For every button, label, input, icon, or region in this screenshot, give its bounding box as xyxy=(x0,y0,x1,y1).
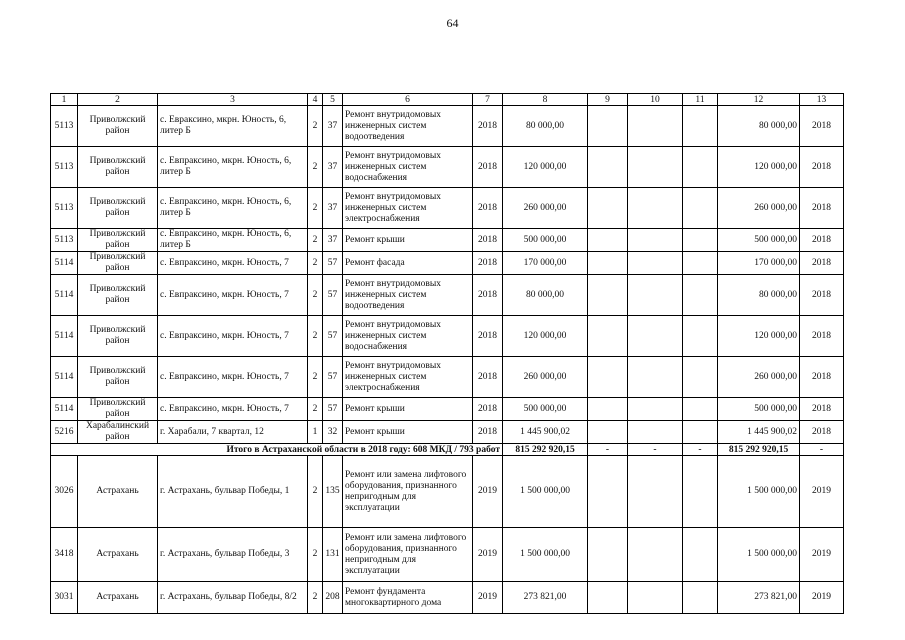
col11-value xyxy=(683,421,718,444)
table-row xyxy=(51,275,844,316)
object-id: 3026 xyxy=(51,456,78,528)
col9-value xyxy=(588,398,628,421)
end-year: 2018 xyxy=(800,252,844,275)
column-number-row xyxy=(51,94,844,106)
work-type: Ремонт или замена лифтового оборудования, признанного непригодным для эксплуатации xyxy=(343,528,473,582)
work-type: Ремонт крыши xyxy=(343,398,473,421)
cost: 260 000,00 xyxy=(503,188,588,229)
col-header-5: 5 xyxy=(323,94,343,106)
end-year: 2018 xyxy=(800,398,844,421)
col11-value xyxy=(683,275,718,316)
col10-value xyxy=(628,275,683,316)
work-type: Ремонт фундамента многоквартирного дома xyxy=(343,582,473,614)
table-row xyxy=(51,421,844,444)
year: 2019 xyxy=(473,582,503,614)
total-cost: 120 000,00 xyxy=(718,316,800,357)
col-header-11: 11 xyxy=(683,94,718,106)
col11-value xyxy=(683,456,718,528)
total-col9: - xyxy=(588,444,628,456)
col9-value xyxy=(588,106,628,147)
work-type: Ремонт внутридомовых инженерных систем электроснабжения xyxy=(343,357,473,398)
year: 2019 xyxy=(473,528,503,582)
col5-value: 57 xyxy=(323,398,343,421)
col10-value xyxy=(628,188,683,229)
col11-value xyxy=(683,229,718,252)
col5-value: 37 xyxy=(323,106,343,147)
year: 2018 xyxy=(473,252,503,275)
col10-value xyxy=(628,456,683,528)
col-header-6: 6 xyxy=(343,94,473,106)
year: 2018 xyxy=(473,147,503,188)
col4-value: 2 xyxy=(308,357,323,398)
end-year: 2018 xyxy=(800,275,844,316)
table-row xyxy=(51,398,844,421)
address: г. Астрахань, бульвар Победы, 1 xyxy=(158,456,308,528)
table-row xyxy=(51,456,844,528)
col5-value: 208 xyxy=(323,582,343,614)
cost: 500 000,00 xyxy=(503,229,588,252)
district: Приволжский район xyxy=(78,252,158,275)
district: Приволжский район xyxy=(78,357,158,398)
col4-value: 2 xyxy=(308,147,323,188)
total-cost: 260 000,00 xyxy=(718,357,800,398)
year: 2018 xyxy=(473,421,503,444)
total-cost: 80 000,00 xyxy=(718,106,800,147)
end-year: 2019 xyxy=(800,582,844,614)
end-year: 2019 xyxy=(800,456,844,528)
year: 2018 xyxy=(473,316,503,357)
cost: 120 000,00 xyxy=(503,316,588,357)
col11-value xyxy=(683,147,718,188)
col4-value: 2 xyxy=(308,456,323,528)
total-col10: - xyxy=(628,444,683,456)
object-id: 5113 xyxy=(51,147,78,188)
address: г. Харабали, 7 квартал, 12 xyxy=(158,421,308,444)
col10-value xyxy=(628,528,683,582)
col-header-8: 8 xyxy=(503,94,588,106)
col9-value xyxy=(588,229,628,252)
table-row xyxy=(51,582,844,614)
col9-value xyxy=(588,316,628,357)
end-year: 2018 xyxy=(800,357,844,398)
col11-value xyxy=(683,398,718,421)
address: с. Евпраксино, мкрн. Юность, 6, литер Б xyxy=(158,229,308,252)
col9-value xyxy=(588,456,628,528)
col5-value: 37 xyxy=(323,147,343,188)
address: с. Евпраксино, мкрн. Юность, 6, литер Б xyxy=(158,147,308,188)
col5-value: 37 xyxy=(323,188,343,229)
object-id: 5113 xyxy=(51,188,78,229)
col-header-2: 2 xyxy=(78,94,158,106)
col9-value xyxy=(588,582,628,614)
end-year: 2018 xyxy=(800,106,844,147)
col10-value xyxy=(628,147,683,188)
total-cost: 1 500 000,00 xyxy=(718,456,800,528)
address: г. Астрахань, бульвар Победы, 8/2 xyxy=(158,582,308,614)
cost: 260 000,00 xyxy=(503,357,588,398)
table-row xyxy=(51,229,844,252)
page-number: 64 xyxy=(446,16,459,30)
col-header-12: 12 xyxy=(718,94,800,106)
col11-value xyxy=(683,106,718,147)
total-cost: 500 000,00 xyxy=(718,229,800,252)
col5-value: 57 xyxy=(323,252,343,275)
year: 2018 xyxy=(473,229,503,252)
work-type: Ремонт крыши xyxy=(343,229,473,252)
year: 2018 xyxy=(473,398,503,421)
table-row xyxy=(51,188,844,229)
cost: 1 500 000,00 xyxy=(503,456,588,528)
object-id: 5113 xyxy=(51,106,78,147)
cost: 80 000,00 xyxy=(503,106,588,147)
address: с. Евпраксино, мкрн. Юность, 7 xyxy=(158,357,308,398)
col-header-7: 7 xyxy=(473,94,503,106)
address: с. Евраксино, мкрн. Юность, 6, литер Б xyxy=(158,106,308,147)
address: с. Евпраксино, мкрн. Юность, 7 xyxy=(158,275,308,316)
district: Приволжский район xyxy=(78,147,158,188)
end-year: 2019 xyxy=(800,528,844,582)
col5-value: 32 xyxy=(323,421,343,444)
total-cost: 1 500 000,00 xyxy=(718,528,800,582)
col4-value: 2 xyxy=(308,398,323,421)
col11-value xyxy=(683,316,718,357)
table-row xyxy=(51,252,844,275)
district: Приволжский район xyxy=(78,275,158,316)
col4-value: 2 xyxy=(308,229,323,252)
col11-value xyxy=(683,528,718,582)
work-type: Ремонт внутридомовых инженерных систем водоснабжения xyxy=(343,316,473,357)
total-label: Итого в Астраханской области в 2018 году: 608 МКД / 793 работ xyxy=(51,444,503,456)
cost: 170 000,00 xyxy=(503,252,588,275)
total-cost: 120 000,00 xyxy=(718,147,800,188)
table-row xyxy=(51,147,844,188)
col10-value xyxy=(628,357,683,398)
col4-value: 2 xyxy=(308,252,323,275)
object-id: 3031 xyxy=(51,582,78,614)
total-end: - xyxy=(800,444,844,456)
col11-value xyxy=(683,582,718,614)
col4-value: 2 xyxy=(308,275,323,316)
capital-repair-table xyxy=(50,93,844,614)
table-row xyxy=(51,528,844,582)
district: Приволжский район xyxy=(78,316,158,357)
work-type: Ремонт внутридомовых инженерных систем водоотведения xyxy=(343,106,473,147)
col5-value: 57 xyxy=(323,357,343,398)
cost: 1 445 900,02 xyxy=(503,421,588,444)
district: Астрахань xyxy=(78,582,158,614)
work-type: Ремонт внутридомовых инженерных систем водоотведения xyxy=(343,275,473,316)
object-id: 5114 xyxy=(51,275,78,316)
end-year: 2018 xyxy=(800,147,844,188)
work-type: Ремонт крыши xyxy=(343,421,473,444)
total-col11: - xyxy=(683,444,718,456)
address: с. Евпраксино, мкрн. Юность, 7 xyxy=(158,316,308,357)
col-header-4: 4 xyxy=(308,94,323,106)
address: с. Евпраксино, мкрн. Юность, 7 xyxy=(158,398,308,421)
col5-value: 57 xyxy=(323,316,343,357)
work-type: Ремонт внутридомовых инженерных систем водоснабжения xyxy=(343,147,473,188)
year: 2018 xyxy=(473,357,503,398)
district: Приволжский район xyxy=(78,106,158,147)
cost: 273 821,00 xyxy=(503,582,588,614)
col10-value xyxy=(628,316,683,357)
district: Харабалинский район xyxy=(78,421,158,444)
object-id: 3418 xyxy=(51,528,78,582)
cost: 120 000,00 xyxy=(503,147,588,188)
work-type: Ремонт или замена лифтового оборудования, признанного непригодным для эксплуатации xyxy=(343,456,473,528)
col4-value: 2 xyxy=(308,582,323,614)
table-row xyxy=(51,316,844,357)
col10-value xyxy=(628,398,683,421)
col4-value: 1 xyxy=(308,421,323,444)
col9-value xyxy=(588,528,628,582)
col5-value: 131 xyxy=(323,528,343,582)
cost: 1 500 000,00 xyxy=(503,528,588,582)
col-header-13: 13 xyxy=(800,94,844,106)
end-year: 2018 xyxy=(800,229,844,252)
col-header-10: 10 xyxy=(628,94,683,106)
col-header-3: 3 xyxy=(158,94,308,106)
total-cost: 500 000,00 xyxy=(718,398,800,421)
col4-value: 2 xyxy=(308,188,323,229)
end-year: 2018 xyxy=(800,188,844,229)
col11-value xyxy=(683,188,718,229)
work-type: Ремонт внутридомовых инженерных систем электроснабжения xyxy=(343,188,473,229)
address: с. Евпраксино, мкрн. Юность, 7 xyxy=(158,252,308,275)
col10-value xyxy=(628,229,683,252)
district: Приволжский район xyxy=(78,188,158,229)
year: 2019 xyxy=(473,456,503,528)
col4-value: 2 xyxy=(308,528,323,582)
year: 2018 xyxy=(473,275,503,316)
col10-value xyxy=(628,582,683,614)
work-type: Ремонт фасада xyxy=(343,252,473,275)
table-row xyxy=(51,106,844,147)
total-cost: 170 000,00 xyxy=(718,252,800,275)
district: Приволжский район xyxy=(78,229,158,252)
total-cost: 260 000,00 xyxy=(718,188,800,229)
object-id: 5216 xyxy=(51,421,78,444)
district: Астрахань xyxy=(78,456,158,528)
col9-value xyxy=(588,421,628,444)
col10-value xyxy=(628,252,683,275)
col5-value: 57 xyxy=(323,275,343,316)
total-row-total: 815 292 920,15 xyxy=(718,444,800,456)
col9-value xyxy=(588,357,628,398)
end-year: 2018 xyxy=(800,316,844,357)
end-year: 2018 xyxy=(800,421,844,444)
col5-value: 37 xyxy=(323,229,343,252)
col-header-9: 9 xyxy=(588,94,628,106)
col9-value xyxy=(588,275,628,316)
col4-value: 2 xyxy=(308,106,323,147)
col11-value xyxy=(683,357,718,398)
object-id: 5114 xyxy=(51,398,78,421)
col5-value: 135 xyxy=(323,456,343,528)
total-cost: 80 000,00 xyxy=(718,275,800,316)
col-header-1: 1 xyxy=(51,94,78,106)
object-id: 5114 xyxy=(51,252,78,275)
year: 2018 xyxy=(473,106,503,147)
table-row xyxy=(51,357,844,398)
col11-value xyxy=(683,252,718,275)
total-row-cost: 815 292 920,15 xyxy=(503,444,588,456)
address: с. Евпраксино, мкрн. Юность, 6, литер Б xyxy=(158,188,308,229)
cost: 500 000,00 xyxy=(503,398,588,421)
col9-value xyxy=(588,252,628,275)
col10-value xyxy=(628,421,683,444)
object-id: 5113 xyxy=(51,229,78,252)
district: Астрахань xyxy=(78,528,158,582)
address: г. Астрахань, бульвар Победы, 3 xyxy=(158,528,308,582)
total-cost: 1 445 900,02 xyxy=(718,421,800,444)
object-id: 5114 xyxy=(51,357,78,398)
cost: 80 000,00 xyxy=(503,275,588,316)
col10-value xyxy=(628,106,683,147)
col4-value: 2 xyxy=(308,316,323,357)
district: Приволжский район xyxy=(78,398,158,421)
object-id: 5114 xyxy=(51,316,78,357)
year: 2018 xyxy=(473,188,503,229)
col9-value xyxy=(588,188,628,229)
col9-value xyxy=(588,147,628,188)
total-row-2018 xyxy=(51,444,844,456)
total-cost: 273 821,00 xyxy=(718,582,800,614)
